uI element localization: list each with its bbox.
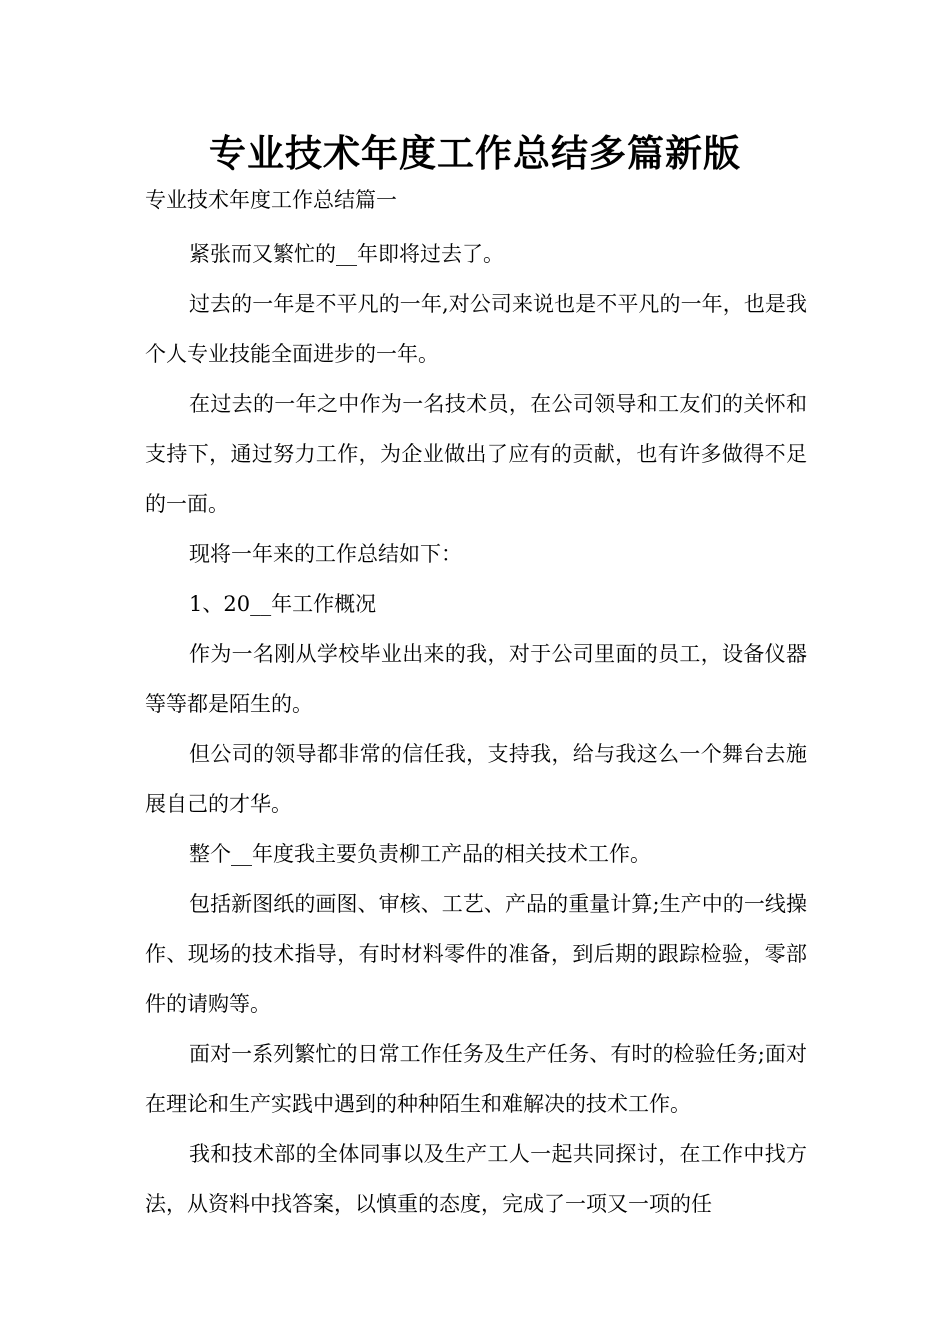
document-title: 专业技术年度工作总结多篇新版 — [209, 132, 741, 175]
paragraph: 我和技术部的全体同事以及生产工人一起共同探讨，在工作中找方法，从资料中找答案，以慎重的态度，完成了一项又一项的任 — [145, 1142, 807, 1216]
paragraph: 过去的一年是不平凡的一年,对公司来说也是不平凡的一年，也是我个人专业技能全面进步的一年。 — [145, 292, 807, 366]
paragraph: 在过去的一年之中作为一名技术员，在公司领导和工友们的关怀和支持下，通过努力工作，为企业做出了应有的贡献，也有许多做得不足的一面。 — [145, 392, 807, 516]
paragraph: 紧张而又繁忙的__年即将过去了。 — [189, 242, 504, 266]
section-heading: 专业技术年度工作总结篇一 — [145, 188, 397, 212]
paragraph: 整个__年度我主要负责柳工产品的相关技术工作。 — [189, 842, 651, 866]
document-body — [145, 229, 807, 1229]
paragraph: 面对一系列繁忙的日常工作任务及生产任务、有时的检验任务;面对在理论和生产实践中遇到的种种陌生和难解决的技术工作。 — [145, 1042, 807, 1116]
paragraph: 现将一年来的工作总结如下： — [189, 542, 462, 566]
paragraph: 包括新图纸的画图、审核、工艺、产品的重量计算;生产中的一线操作、现场的技术指导，有时材料零件的准备，到后期的跟踪检验，零部件的请购等。 — [145, 892, 807, 1016]
paragraph: 但公司的领导都非常的信任我，支持我，给与我这么一个舞台去施展自己的才华。 — [145, 742, 807, 816]
paragraph: 作为一名刚从学校毕业出来的我，对于公司里面的员工，设备仪器等等都是陌生的。 — [145, 642, 807, 716]
paragraph: 1、20__年工作概况 — [189, 592, 377, 616]
